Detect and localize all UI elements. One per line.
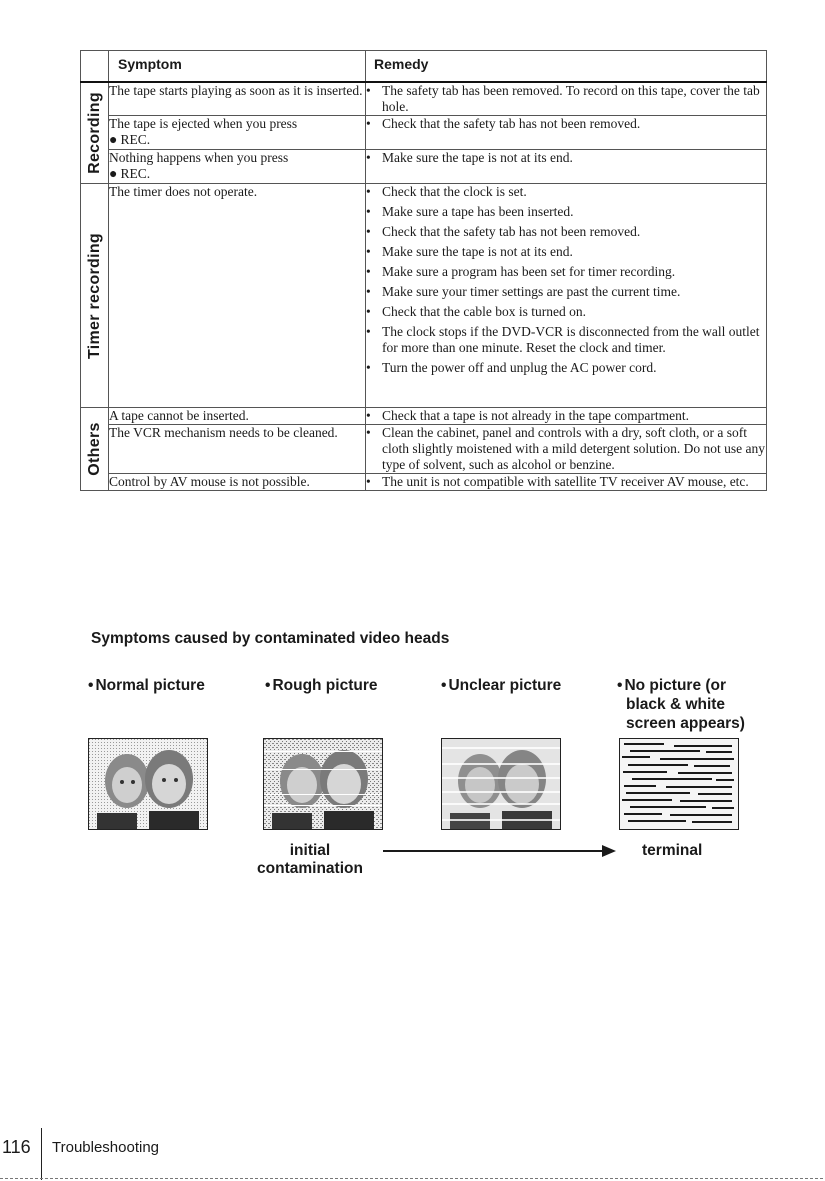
bullet-icon: • [366, 474, 371, 489]
bullet-icon: • [366, 224, 371, 239]
bullet-icon: • [366, 184, 371, 199]
table-row [81, 408, 767, 425]
remedy-item [366, 284, 766, 300]
remedy-item [366, 264, 766, 280]
remedy-item [366, 324, 766, 356]
bullet-icon: • [366, 150, 371, 165]
footer-divider [41, 1128, 42, 1180]
remedy-text: The safety tab has been removed. To record on this tape, cover the tab hole. [382, 83, 760, 114]
recording-section-label: Recording [85, 92, 103, 174]
side-header-cell [81, 51, 109, 83]
footer-section-label: Troubleshooting [52, 1139, 160, 1156]
bullet-icon: • [617, 677, 623, 694]
progress-arrow-line [383, 850, 606, 852]
remedy-text: Check that the safety tab has not been removed. [382, 224, 641, 239]
remedy-text: Check that the safety tab has not been removed. [382, 116, 641, 131]
remedy-text: Clean the cabinet, panel and controls with a dry, soft cloth, or a soft cloth slightly moistened with a mild detergent solution. Do not use any type of solvent, such as alcohol or benzine. [382, 425, 765, 472]
remedy-item [366, 204, 766, 220]
example-unclear-caption [441, 676, 561, 695]
bullet-icon: • [366, 284, 371, 299]
remedy-item [366, 360, 766, 376]
remedy-cell [366, 184, 767, 408]
rec-button-label: REC. [120, 166, 151, 181]
symptom-text: The tape is ejected when you press [109, 116, 298, 131]
page-number: 116 [2, 1137, 31, 1157]
remedy-item [366, 408, 766, 424]
bullet-icon: • [441, 677, 447, 694]
bullet-icon: • [366, 324, 371, 339]
remedy-item [366, 425, 766, 473]
terminal-label: terminal [642, 842, 703, 859]
remedy-text: Make sure a program has been set for timer recording. [382, 264, 676, 279]
table-row [81, 116, 767, 150]
bullet-icon: • [366, 425, 371, 440]
symptom-cell [109, 184, 366, 408]
remedy-item [366, 304, 766, 320]
symptom-text: The timer does not operate. [109, 184, 258, 199]
table-row [81, 184, 767, 408]
timer-section-label: Timer recording [85, 232, 103, 359]
initial-contamination-label: initial contamination [257, 842, 363, 877]
remedy-cell [366, 408, 767, 425]
symptom-cell [109, 116, 366, 150]
page-bottom-rule [0, 1178, 825, 1179]
remedy-item [366, 224, 766, 240]
symptom-text: Control by AV mouse is not possible. [109, 474, 310, 489]
remedy-cell [366, 150, 767, 184]
bullet-icon: • [366, 83, 371, 98]
table-row [81, 82, 767, 116]
bullet-icon: • [366, 408, 371, 423]
bullet-icon: • [366, 360, 371, 375]
remedy-text: Check that the clock is set. [382, 184, 527, 199]
symptom-cell [109, 150, 366, 184]
troubleshooting-table [80, 50, 767, 491]
bullet-icon: • [265, 677, 271, 694]
table-row [81, 474, 767, 491]
remedy-item [366, 184, 766, 200]
remedy-item [366, 116, 766, 132]
remedy-text: Check that a tape is not already in the tape compartment. [382, 408, 690, 423]
remedy-text: The unit is not compatible with satellite TV receiver AV mouse, etc. [382, 474, 749, 489]
symptom-text: The VCR mechanism needs to be cleaned. [109, 425, 338, 440]
rec-button-label: REC. [120, 132, 151, 147]
symptom-text: Nothing happens when you press [109, 150, 289, 165]
rec-dot-icon: ● [109, 133, 118, 148]
symptom-cell [109, 82, 366, 116]
remedy-cell [366, 425, 767, 474]
remedy-item [366, 474, 766, 490]
contamination-progress [240, 842, 740, 882]
rec-dot-icon: ● [109, 167, 118, 182]
example-label-line: No picture (or [624, 677, 727, 694]
example-label: Rough picture [272, 677, 378, 694]
symptoms-section-title: Symptoms caused by contaminated video heads [91, 630, 450, 647]
symptom-text: The tape starts playing as soon as it is inserted. [109, 83, 363, 98]
remedy-text: Turn the power off and unplug the AC power cord. [382, 360, 657, 375]
table-header-row [81, 51, 767, 83]
example-label: Normal picture [95, 677, 205, 694]
normal-picture-image [88, 738, 208, 830]
bullet-icon: • [366, 304, 371, 319]
arrow-right-icon [602, 845, 616, 857]
symptom-header: Symptom [109, 51, 366, 83]
remedy-text: Make sure the tape is not at its end. [382, 150, 573, 165]
symptom-cell [109, 474, 366, 491]
example-rough-caption [265, 676, 378, 695]
remedy-item [366, 150, 766, 166]
timer-section-label-cell [81, 184, 109, 408]
bullet-icon: • [366, 204, 371, 219]
example-label-line: screen appears) [626, 715, 745, 732]
symptom-cell [109, 408, 366, 425]
others-section-label-cell [81, 408, 109, 491]
bullet-icon: • [366, 264, 371, 279]
bullet-icon: • [366, 244, 371, 259]
bullet-icon: • [88, 677, 94, 694]
remedy-text: Make sure a tape has been inserted. [382, 204, 574, 219]
rough-picture-image [263, 738, 383, 830]
remedy-item [366, 83, 766, 115]
example-label: Unclear picture [448, 677, 562, 694]
unclear-picture-image [441, 738, 561, 830]
remedy-header: Remedy [366, 51, 767, 83]
others-section-label: Others [85, 422, 103, 476]
table-row [81, 150, 767, 184]
remedy-item [366, 244, 766, 260]
symptom-text: A tape cannot be inserted. [109, 408, 249, 423]
remedy-cell [366, 116, 767, 150]
remedy-cell [366, 474, 767, 491]
example-no-picture-caption [617, 676, 745, 733]
recording-section-label-cell [81, 82, 109, 184]
example-normal-caption [88, 676, 205, 695]
symptom-cell [109, 425, 366, 474]
no-picture-image [619, 738, 739, 830]
bullet-icon: • [366, 116, 371, 131]
remedy-text: Make sure your timer settings are past the current time. [382, 284, 681, 299]
remedy-text: Make sure the tape is not at its end. [382, 244, 573, 259]
remedy-cell [366, 82, 767, 116]
example-label-line: black & white [626, 696, 726, 713]
table-row [81, 425, 767, 474]
remedy-text: Check that the cable box is turned on. [382, 304, 586, 319]
remedy-text: The clock stops if the DVD-VCR is disconnected from the wall outlet for more than one minute. Reset the clock and timer. [382, 324, 760, 355]
